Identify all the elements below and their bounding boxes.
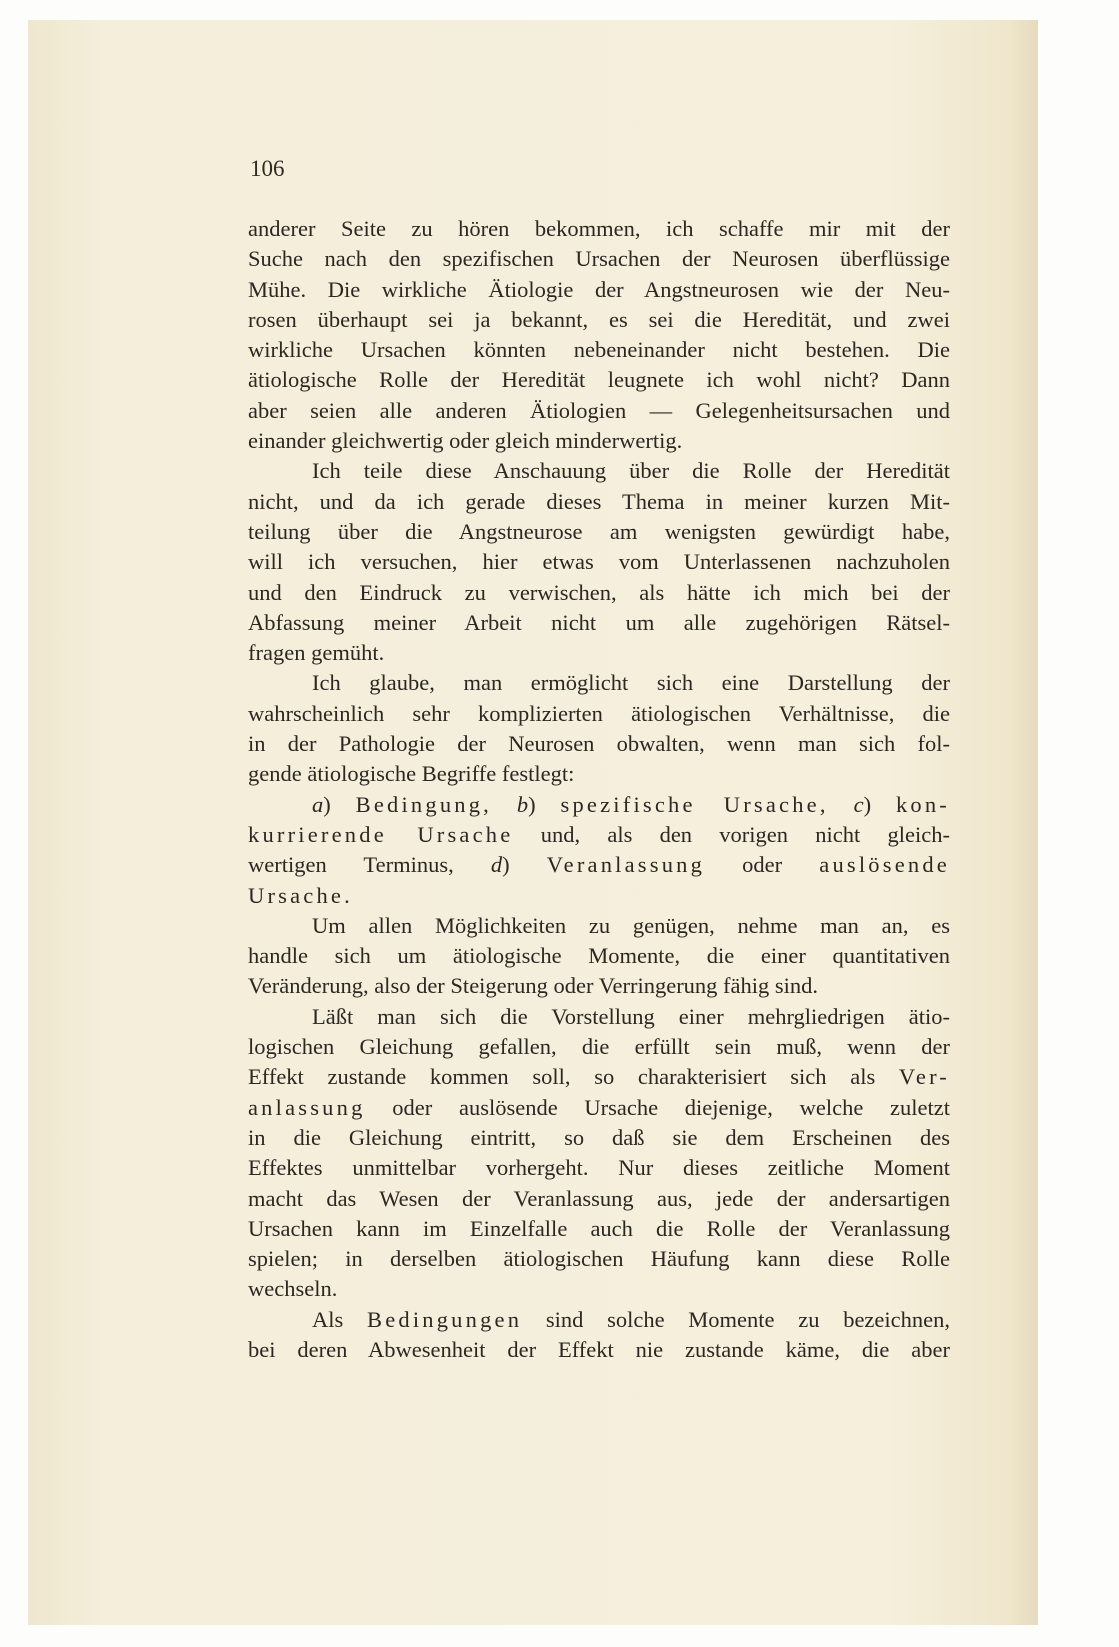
text-run <box>829 792 854 817</box>
text-line <box>248 398 950 428</box>
text-run: ätiologische Rolle der Heredität leugnete ich wohl nicht? Dann <box>248 367 950 393</box>
page-number: 106 <box>250 156 285 181</box>
text-line <box>248 428 950 458</box>
text-line <box>248 792 950 822</box>
text-line <box>248 1246 950 1276</box>
text-run: wechseln. <box>248 1276 338 1302</box>
text-run: teilung über die Angstneurose am wenigsten gewürdigt habe, <box>248 518 950 544</box>
spaced-emphasis: Bedingung, <box>355 791 492 817</box>
text-run: Effekt zustande kommen soll, so charakterisiert sich als <box>248 1064 899 1090</box>
text-run: spielen; in derselben ätiologischen Häufung kann diese Rolle <box>248 1246 950 1272</box>
spaced-emphasis: kurrierende Ursache <box>248 821 514 847</box>
text-run: handle sich um ätiologische Momente, die einer quantitativen <box>248 943 950 969</box>
text-run: und, als den vorigen nicht gleich- <box>513 821 950 847</box>
italic-label: a <box>312 791 324 817</box>
text-line <box>248 670 950 700</box>
text-line <box>248 1064 950 1094</box>
text-line <box>248 519 950 549</box>
text-line <box>248 761 950 791</box>
text-line <box>248 913 950 943</box>
text-line <box>248 1125 950 1155</box>
text-run: ) <box>323 791 356 817</box>
text-run: rosen überhaupt sei ja bekannt, es sei die Heredität, und zwei <box>248 306 950 332</box>
text-run: Läßt man sich die Vorstellung einer mehrgliedrigen ätio- <box>312 1003 950 1029</box>
spaced-emphasis: Ursache. <box>248 882 353 908</box>
text-run: und den Eindruck zu verwischen, als hätte ich mich bei der <box>248 579 950 605</box>
text-line <box>248 549 950 579</box>
text-run: ) <box>502 852 547 878</box>
text-line <box>248 610 950 640</box>
text-run: Als <box>312 1306 367 1332</box>
text-run: in die Gleichung eintritt, so daß sie dem Erscheinen des <box>248 1124 950 1150</box>
text-run: Suche nach den spezifischen Ursachen der Neurosen überflüssige <box>248 246 950 272</box>
text-line <box>248 1307 950 1337</box>
text-line <box>248 640 950 670</box>
text-run: sind solche Momente zu bezeichnen, <box>522 1306 951 1332</box>
text-line <box>248 1095 950 1125</box>
text-run: aber seien alle anderen Ätiologien — Gelegenheitsursachen und <box>248 397 950 423</box>
italic-label: d <box>490 852 503 878</box>
text-line <box>248 1276 950 1306</box>
text-line <box>248 367 950 397</box>
text-line <box>248 1186 950 1216</box>
text-run: einander gleichwertig oder gleich minderwertig. <box>248 428 683 454</box>
text-run: bei deren Abwesenheit der Effekt nie zustande käme, die aber <box>248 1336 950 1362</box>
text-line <box>248 1034 950 1064</box>
book-page <box>28 20 1038 1625</box>
text-run: wahrscheinlich sehr komplizierten ätiologischen Verhältnisse, die <box>248 700 950 726</box>
text-run: ) <box>528 791 561 817</box>
text-run: macht das Wesen der Veranlassung aus, jede der andersartigen <box>248 1185 950 1211</box>
text-run <box>492 792 517 817</box>
text-line <box>248 337 950 367</box>
text-run: Ich teile diese Anschauung über die Rolle der Heredität <box>312 458 950 484</box>
text-run: Ich glaube, man ermöglicht sich eine Darstellung der <box>312 670 950 696</box>
text-line <box>248 246 950 276</box>
text-run: ) <box>863 791 896 817</box>
text-run: gende ätiologische Begriffe festlegt: <box>248 761 575 787</box>
text-run: oder auslösende Ursache diejenige, welche zuletzt <box>365 1094 950 1120</box>
text-run: Effektes unmittelbar vorhergeht. Nur dieses zeitliche Moment <box>248 1155 950 1181</box>
text-line <box>248 458 950 488</box>
text-run: Mühe. Die wirkliche Ätiologie der Angstneurosen wie der Neu- <box>248 276 950 302</box>
text-run: Um allen Möglichkeiten zu genügen, nehme man an, es <box>312 912 950 938</box>
text-line <box>248 1155 950 1185</box>
text-line <box>248 1216 950 1246</box>
text-run: oder <box>705 852 820 878</box>
text-line <box>248 489 950 519</box>
text-run: Abfassung meiner Arbeit nicht um alle zugehörigen Rätsel- <box>248 609 950 635</box>
body-text <box>248 216 950 1367</box>
spaced-emphasis: Ver- <box>898 1064 950 1090</box>
text-line <box>248 1337 950 1367</box>
text-run: Veränderung, also der Steigerung oder Verringerung fähig sind. <box>248 973 819 999</box>
spaced-emphasis: spezifische Ursache, <box>560 791 829 817</box>
text-run: anderer Seite zu hören bekommen, ich schaffe mir mit der <box>248 216 950 241</box>
text-line <box>248 883 950 913</box>
text-run: Ursachen kann im Einzelfalle auch die Rolle der Veranlassung <box>248 1215 950 1241</box>
text-line <box>248 1004 950 1034</box>
text-run: fragen gemüht. <box>248 640 385 666</box>
text-line <box>248 731 950 761</box>
spaced-emphasis: Veranlassung <box>546 852 706 878</box>
text-line <box>248 216 950 246</box>
text-run: wirkliche Ursachen könnten nebeneinander nicht bestehen. Die <box>248 337 950 363</box>
text-run: will ich versuchen, hier etwas vom Unterlassenen nachzuholen <box>248 549 950 575</box>
text-line <box>248 822 950 852</box>
text-line <box>248 277 950 307</box>
text-run: logischen Gleichung gefallen, die erfüllt sein muß, wenn der <box>248 1034 950 1060</box>
text-line <box>248 580 950 610</box>
text-line <box>248 701 950 731</box>
text-line <box>248 943 950 973</box>
text-run: in der Pathologie der Neurosen obwalten, wenn man sich fol- <box>248 731 950 757</box>
text-run: wertigen Terminus, <box>248 852 491 878</box>
text-line <box>248 852 950 882</box>
italic-label: c <box>853 791 864 817</box>
spaced-emphasis: auslösende <box>819 852 950 878</box>
spaced-emphasis: anlassung <box>248 1094 366 1120</box>
italic-label: b <box>516 791 529 817</box>
text-run: nicht, und da ich gerade dieses Thema in meiner kurzen Mit- <box>248 488 950 514</box>
text-line <box>248 973 950 1003</box>
spaced-emphasis: Bedingungen <box>366 1306 523 1332</box>
text-line <box>248 307 950 337</box>
spaced-emphasis: kon- <box>895 791 950 817</box>
